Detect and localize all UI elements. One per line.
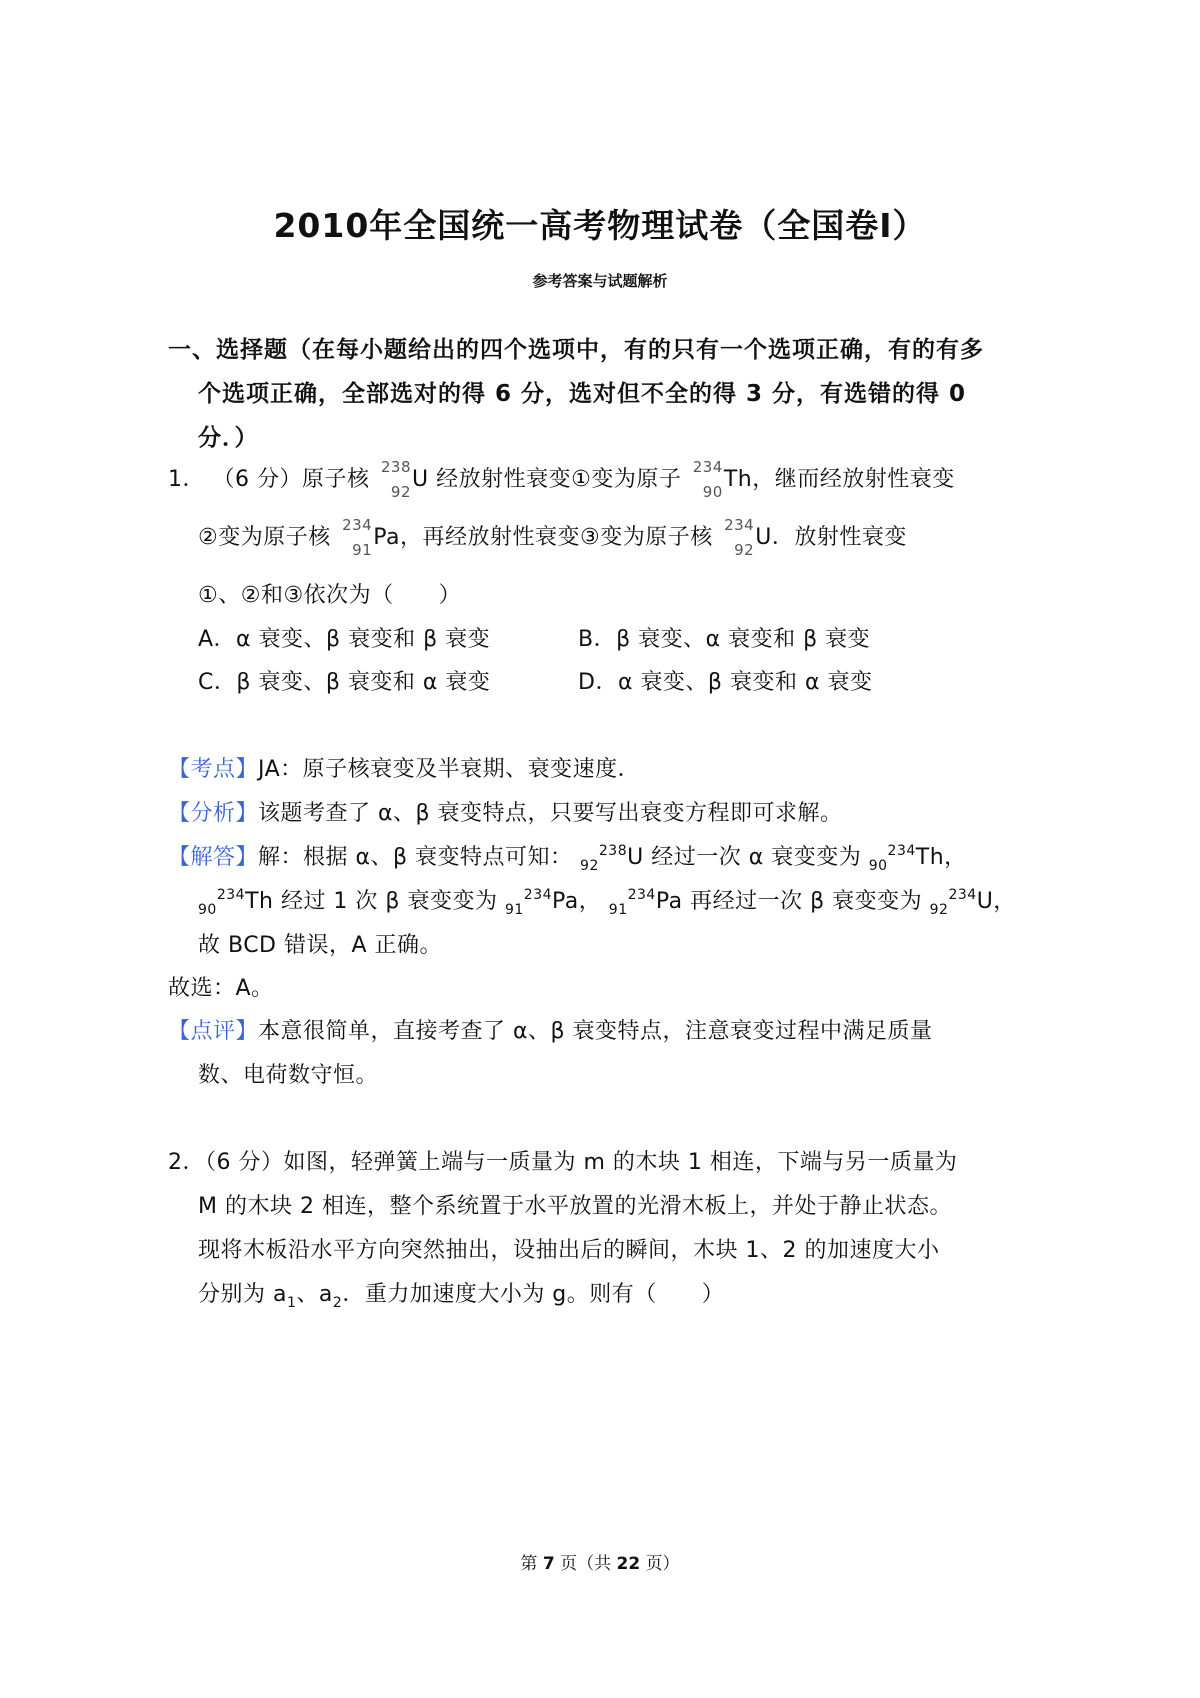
section-heading-line-3: 分．） xyxy=(198,425,259,451)
isotope-notation: 234 92 xyxy=(724,516,755,559)
dianping-tag: 【点评】 xyxy=(168,1019,259,1044)
section-heading-line-1: 一、选择题（在每小题给出的四个选项中，有的只有一个选项正确，有的有多 xyxy=(168,337,984,363)
question-1-line-2: ②变为原子核 234 91 Pa，再经放射性衰变③变为原子核 234 92 U．放射性衰变 xyxy=(198,516,907,559)
kaodian-line: 【考点】JA：原子核衰变及半衰期、衰变速度． xyxy=(168,757,641,782)
isotope-notation: 234 91 xyxy=(342,516,373,559)
option-d: D．α 衰变、β 衰变和 α 衰变 xyxy=(578,670,873,695)
jieda-line-1: 【解答】解：根据 α、β 衰变特点可知： $_{92}^{238}$U 经过一次 α 衰变变为 $_{90}^{234}$Th， xyxy=(168,843,967,874)
jieda-tag: 【解答】 xyxy=(168,845,259,870)
option-a: A．α 衰变、β 衰变和 β 衰变 xyxy=(198,627,491,652)
section-heading-line-2: 个选项正确，全部选对的得 6 分，选对但不全的得 3 分，有选错的得 0 xyxy=(198,381,967,407)
fenxi-tag: 【分析】 xyxy=(168,801,259,826)
isotope-notation: 238 92 xyxy=(380,458,411,501)
page-number: 7 xyxy=(542,1554,555,1574)
question-1-number: 1． xyxy=(168,467,205,492)
dianping-line-1: 【点评】本意很简单，直接考查了 α、β 衰变特点，注意衰变过程中满足质量 xyxy=(168,1019,933,1044)
option-c: C．β 衰变、β 衰变和 α 衰变 xyxy=(198,670,491,695)
fenxi-line: 【分析】该题考查了 α、β 衰变特点，只要写出衰变方程即可求解。 xyxy=(168,801,843,826)
answer-line: 故选：A。 xyxy=(168,976,274,1001)
page-subtitle: 参考答案与试题解析 xyxy=(532,272,668,290)
question-2-line-1: 2．（6 分）如图，轻弹簧上端与一质量为 m 的木块 1 相连，下端与另一质量为 xyxy=(168,1150,958,1175)
question-1-line-1: 1． （6 分）原子核 238 92 U 经放射性衰变①变为原子 234 90 Th，继而经放射性衰变 xyxy=(168,458,955,501)
dianping-line-2: 数、电荷数守恒。 xyxy=(198,1063,379,1088)
page-total: 22 xyxy=(616,1554,641,1574)
isotope-notation: 234 90 xyxy=(692,458,723,501)
page-title: 2010年全国统一高考物理试卷（全国卷Ⅰ） xyxy=(273,206,927,245)
question-2-line-2: M 的木块 2 相连，整个系统置于水平放置的光滑木板上，并处于静止状态。 xyxy=(198,1194,952,1219)
jieda-line-2: $_{90}^{234}$Th 经过 1 次 β 衰变变为 $_{91}^{234}$Pa， $_{91}^{234}$Pa 再经过一次 β 衰变变为 $_{92}^{234}$U， xyxy=(198,887,1016,918)
page-footer: 第 7 页（共 22 页） xyxy=(520,1554,680,1574)
kaodian-tag: 【考点】 xyxy=(168,757,259,782)
question-2-line-4: 分别为 $a_1$、$a_2$．重力加速度大小为 g。则有（ ） xyxy=(198,1282,725,1311)
option-b: B．β 衰变、α 衰变和 β 衰变 xyxy=(578,627,871,652)
question-1-line-3: ①、②和③依次为（ ） xyxy=(198,583,462,608)
jieda-line-3: 故 BCD 错误，A 正确。 xyxy=(198,933,443,958)
question-2-line-3: 现将木板沿水平方向突然抽出，设抽出后的瞬间，木块 1、2 的加速度大小 xyxy=(198,1238,940,1263)
